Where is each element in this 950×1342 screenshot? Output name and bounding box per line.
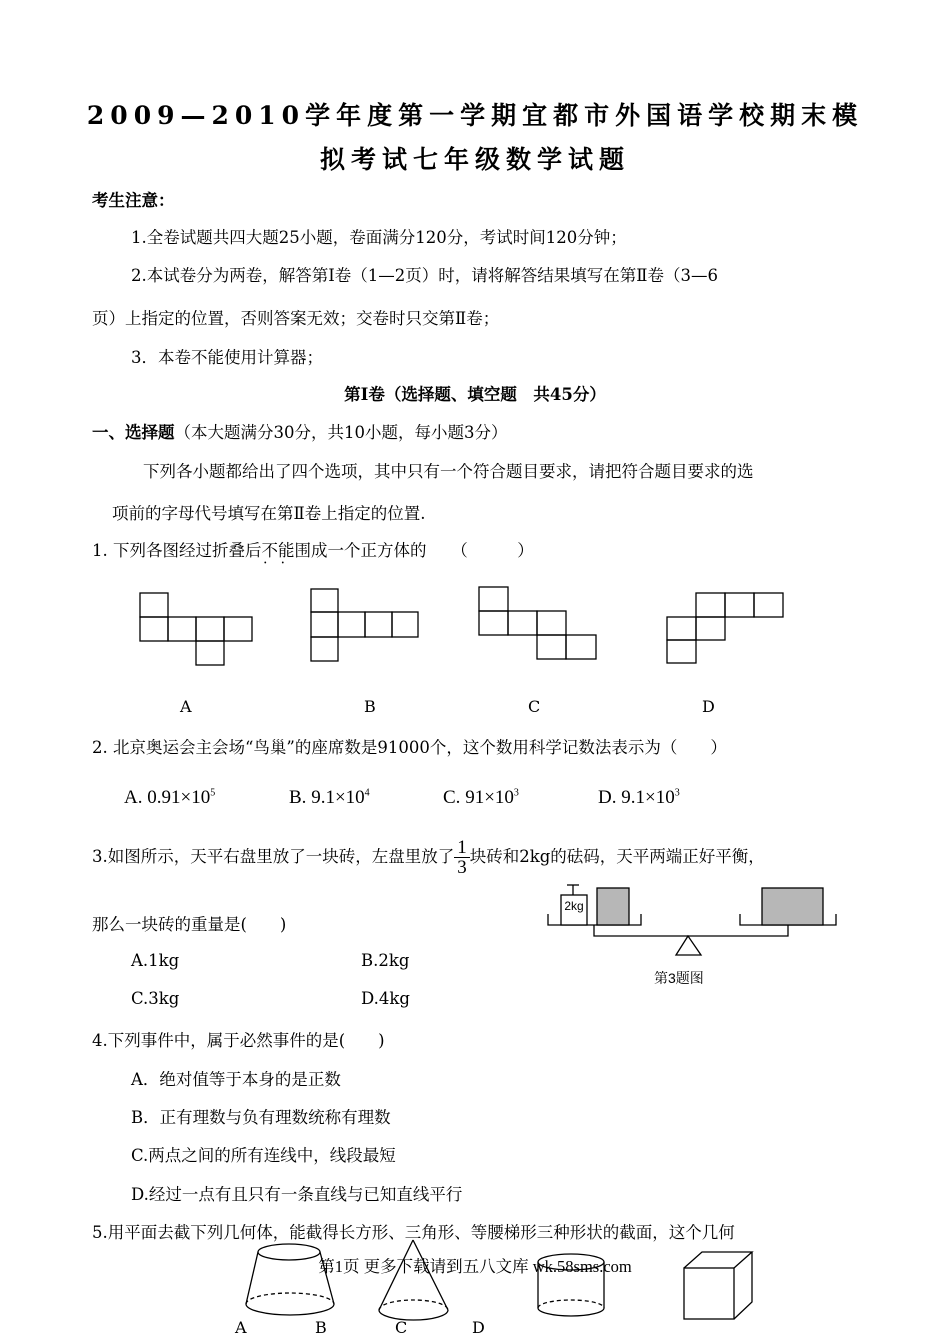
q5-stem: 5.用平面去截下列几何体，能截得长方形、三角形、等腰梯形三种形状的截面，这个几何	[92, 1223, 735, 1242]
q1-label-a: A	[180, 697, 192, 716]
q1-after: 围成一个正方体的 （ ）	[294, 541, 534, 560]
cone-solid	[379, 1240, 448, 1320]
q3-option-c: C.3kg	[131, 989, 180, 1008]
q1-label-b: B	[364, 697, 376, 716]
q3-figure-caption: 第3题图	[654, 970, 704, 986]
footer: 第1页 更多下载请到五八文库 wk.58sms.com	[318, 1257, 632, 1276]
q5-label-d: D	[472, 1318, 485, 1337]
title-line-1: 2009—2010学年度第一学期宜都市外国语学校期末模	[86, 101, 864, 130]
q3-before: 3.如图所示，天平右盘里放了一块砖，左盘里放了	[92, 847, 455, 866]
q2-option-c: C. $91\times 10^3$	[443, 787, 519, 808]
q3-fraction: $\frac{1}{3}$	[454, 838, 470, 877]
q1-before: 1. 下列各图经过折叠后	[92, 541, 262, 560]
notice-heading: 考生注意：	[92, 191, 175, 210]
q3-option-d: D.4kg	[361, 989, 410, 1008]
q2-option-b: B. $9.1\times 10^4$	[289, 787, 370, 808]
q1-label-d: D	[702, 697, 715, 716]
notice-item-2a: 2.本试卷分为两卷，解答第Ⅰ卷（1—2页）时，请将解答结果填写在第Ⅱ卷（3—6	[131, 266, 718, 285]
q3-option-a: A.1kg	[131, 951, 180, 970]
q5-label-c: C	[395, 1318, 408, 1337]
q2-option-d: D. $9.1\times 10^3$	[598, 787, 680, 808]
section1-note: （本大题满分30分，共10小题，每小题3分）	[174, 423, 508, 442]
q2-stem: 2. 北京奥运会主会场“鸟巢”的座席数是91000个，这个数用科学记数法表示为（ ）	[92, 738, 727, 757]
q2-option-a: A. $0.91\times 10^5$	[124, 787, 216, 808]
notice-item-2b: 页）上指定的位置，否则答案无效；交卷时只交第Ⅱ卷；	[92, 309, 500, 328]
q4-option-c: C.两点之间的所有连线中，线段最短	[131, 1146, 396, 1165]
q3-after: 块砖和2kg的砝码，天平两端正好平衡，	[469, 847, 765, 866]
q4-stem: 4.下列事件中，属于必然事件的是( )	[92, 1031, 385, 1050]
title-line-2: 拟考试七年级数学试题	[319, 145, 630, 174]
q3-option-b: B.2kg	[361, 951, 410, 970]
section1-intro-1: 下列各小题都给出了四个选项，其中只有一个符合题目要求，请把符合题目要求的选	[143, 462, 754, 481]
q3-weight-label: 2kg	[564, 899, 584, 913]
notice-item-1: 1.全卷试题共四大题25小题，卷面满分120分，考试时间120分钟；	[131, 228, 627, 247]
q1-label-c: C	[528, 697, 541, 716]
section1-heading: 一、选择题	[92, 423, 175, 442]
q5-label-b: B	[315, 1318, 327, 1337]
q4-option-a: A．绝对值等于本身的是正数	[131, 1070, 341, 1089]
q4-option-d: D.经过一点有且只有一条直线与已知直线平行	[131, 1185, 463, 1204]
part1-header: 第Ⅰ卷（选择题、填空题 共45分）	[344, 385, 606, 404]
notice-item-3: 3．本卷不能使用计算器；	[131, 348, 323, 367]
q5-label-a: A	[235, 1318, 247, 1337]
section1-intro-2: 项前的字母代号填写在第Ⅱ卷上指定的位置.	[112, 504, 426, 523]
q1-emphasis: 不能 • •	[262, 541, 295, 560]
q4-option-b: B．正有理数与负有理数统称有理数	[131, 1108, 391, 1127]
q3-stem-line-2: 那么一块砖的重量是( )	[92, 915, 287, 934]
